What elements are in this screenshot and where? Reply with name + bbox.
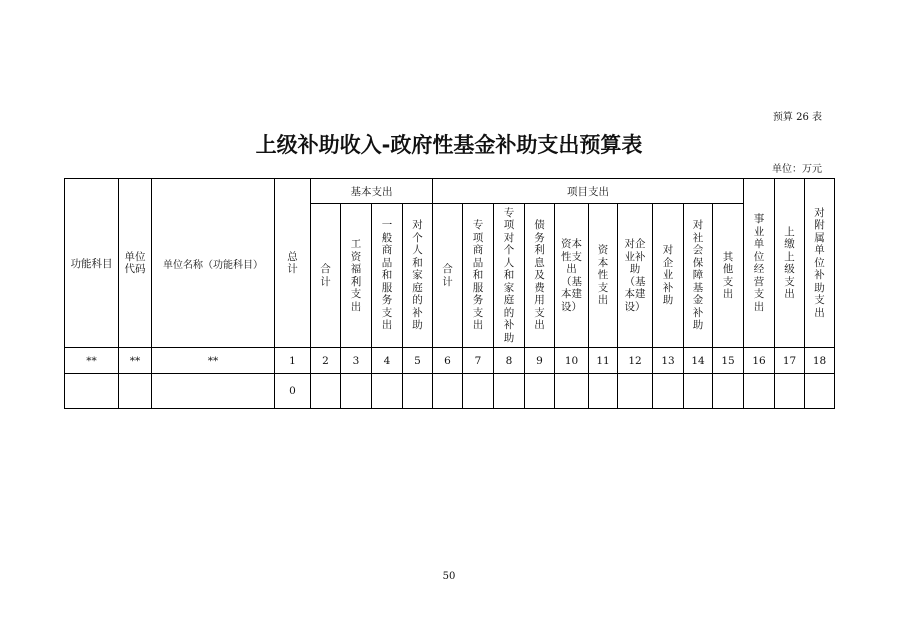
index-cell: 1 [275,348,311,374]
index-cell: ** [152,348,275,374]
col-header-label: 单位代码 [124,250,146,275]
col-header-label: 一般商品和服务支出 [381,219,393,332]
index-cell: ** [119,348,152,374]
page-number: 50 [442,571,456,582]
table-number: 预算 26 表 [772,112,822,123]
col-header-label: 对企业补助（基本建设） [624,238,646,313]
col-header-label: 对附属单位补助支出 [814,206,825,319]
data-cell [341,374,372,409]
col-header-label: 总计 [287,250,298,275]
budget-table [64,178,835,409]
data-cell [653,374,684,409]
col-header-label: 其他支出 [722,250,734,300]
col-header-operating-expense [744,179,775,348]
col-header-remit-upper [775,179,805,348]
group-header-label: 基本支出 [350,185,393,198]
col-header-label: 债务利息及费用支出 [534,219,545,332]
data-cell [775,374,805,409]
data-cell [555,374,589,409]
col-header-basic-goods-services [372,204,403,348]
data-cell [494,374,525,409]
col-header-project-debt-interest [525,204,555,348]
col-header-label: 对个人和家庭的补助 [412,219,423,332]
index-cell: 15 [713,348,744,374]
col-header-project-other [713,204,744,348]
col-header-label: 单位名称（功能科目） [163,259,263,271]
col-header-label: 对社会保障基金补助 [692,219,704,332]
data-cell [589,374,618,409]
index-cell: 9 [525,348,555,374]
data-cell [311,374,341,409]
index-cell: 12 [618,348,653,374]
group-header-project [433,179,744,204]
index-cell: 5 [403,348,433,374]
group-header-basic [311,179,433,204]
col-header-project-enterprise-construction [618,204,653,348]
col-header-project-capital [589,204,618,348]
col-header-label: 合计 [320,263,331,288]
col-header-project-capital-construction [555,204,589,348]
data-cell-function-subject [65,374,119,409]
col-header-unit-code [119,179,152,348]
index-cell: 18 [805,348,835,374]
col-header-project-enterprise-subsidy [653,204,684,348]
data-cell [525,374,555,409]
group-header-label: 项目支出 [567,185,610,198]
col-header-basic-household-subsidy [403,204,433,348]
col-header-project-household-subsidy [494,204,525,348]
col-header-subsidiary-subsidy [805,179,835,348]
data-cell-unit-name [152,374,275,409]
index-row [65,348,835,374]
col-header-label: 资本性支出 [597,244,609,307]
data-cell [463,374,494,409]
index-cell: 10 [555,348,589,374]
index-cell: 4 [372,348,403,374]
unit-label: 单位：万元 [772,164,822,175]
col-header-label: 资本性支出（基本建设） [561,238,582,313]
col-header-function-subject [65,179,119,348]
data-cell [684,374,713,409]
col-header-basic-wages [341,204,372,348]
index-cell: ** [65,348,119,374]
index-cell: 3 [341,348,372,374]
table-row [65,374,835,409]
index-cell: 7 [463,348,494,374]
col-header-unit-name [152,179,275,348]
col-header-label: 上缴上级支出 [784,225,795,300]
col-header-label: 专项对个人和家庭的补助 [503,206,515,344]
data-cell [372,374,403,409]
index-cell: 13 [653,348,684,374]
index-cell: 11 [589,348,618,374]
col-header-label: 合计 [442,263,453,288]
index-cell: 17 [775,348,805,374]
data-cell [805,374,835,409]
page-title: 上级补助收入-政府性基金补助支出预算表 [255,133,643,157]
col-header-label: 事业单位经营支出 [753,213,765,313]
col-header-label: 对企业补助 [662,244,674,307]
index-cell: 14 [684,348,713,374]
data-cell [433,374,463,409]
index-cell: 6 [433,348,463,374]
col-header-label: 工资福利支出 [350,238,362,313]
data-cell [618,374,653,409]
data-cell-total: 0 [275,374,311,409]
col-header-project-social-security [684,204,713,348]
col-header-label: 专项商品和服务支出 [472,219,484,332]
index-cell: 16 [744,348,775,374]
col-header-project-subtotal [433,204,463,348]
col-header-basic-subtotal [311,204,341,348]
data-cell [403,374,433,409]
col-header-project-goods-services [463,204,494,348]
index-cell: 2 [311,348,341,374]
data-cell [744,374,775,409]
index-cell: 8 [494,348,525,374]
col-header-label: 功能科目 [70,257,113,270]
data-cell [713,374,744,409]
data-cell-unit-code [119,374,152,409]
col-header-total [275,179,311,348]
